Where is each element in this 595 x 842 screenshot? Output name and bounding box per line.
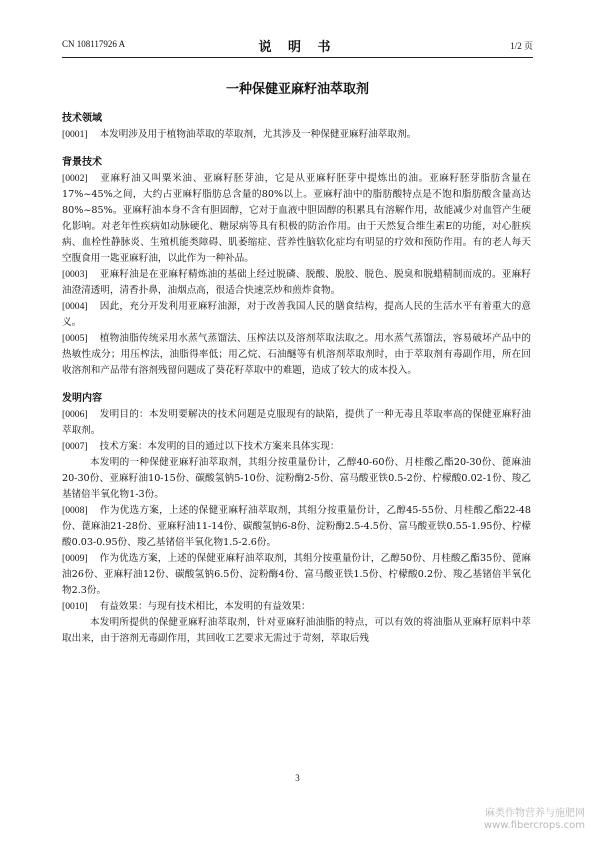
paragraph-number: [0010] bbox=[62, 601, 88, 612]
paragraph-number: [0006] bbox=[62, 409, 88, 420]
document-title: 一种保健亚麻籽油萃取剂 bbox=[225, 82, 369, 97]
section-heading-invention: 发明内容 bbox=[62, 393, 102, 404]
paragraph-0002 bbox=[62, 171, 531, 267]
paragraph-text: 作为优选方案，上述的保健亚麻籽油萃取剂，其组分按重量份计，乙醇45-55份、月桂酸乙酯22-48份、蓖麻油21-28份、亚麻籽油11-14份、碳酸氢钠6-8份、淀粉酶2.5-4.5份、富马酸亚铁0.55-1.95份、柠檬酸0.03-0.95份、羧乙基锗倍半氧化物1.5-2.6份。 bbox=[62, 505, 531, 548]
paragraph-0004 bbox=[62, 299, 531, 331]
header-rule bbox=[62, 57, 533, 58]
watermark bbox=[484, 808, 585, 832]
paragraph-0006 bbox=[62, 407, 531, 439]
paragraph-0001 bbox=[62, 127, 531, 143]
paragraph-number: [0004] bbox=[62, 301, 88, 312]
paragraph-text: 作为优选方案，上述的保健亚麻籽油萃取剂，其组分按重量份计，乙醇50份、月桂酸乙酯35份、蓖麻油26份、亚麻籽油12份、碳酸氢钠6.5份、淀粉酶4份、富马酸亚铁1.5份、柠檬酸0.2份、羧乙基锗倍半氧化物2.3份。 bbox=[62, 553, 531, 596]
watermark-line-2: www.fibercrops.com bbox=[483, 820, 585, 831]
paragraph-0003 bbox=[62, 267, 531, 299]
paragraph-number: [0008] bbox=[62, 505, 88, 516]
paragraph-0008 bbox=[62, 503, 531, 551]
page-info: 1/2 页 bbox=[510, 41, 533, 51]
paragraph-text: 亚麻籽油又叫粟米油、亚麻籽胚芽油，它是从亚麻籽胚芽中提炼出的油。亚麻籽胚芽脂肪含量在17%~45%之间，大约占亚麻籽脂肪总含量的80%以上。亚麻籽油中的脂肪酸特点是不饱和脂肪酸含量高达80%~85%。亚麻籽油本身不含有胆固醇，它对于血液中胆固醇的积累具有溶解作用，故能减少对血管产生硬化影响。对老年性疾病如动脉硬化、糖尿病等具有积极的防治作用。由于天然复合维生素E的功能，对心脏疾病、血栓性静脉炎、生殖机能类障碍、肌萎缩症、营养性脑软化症均有明显的疗效和预防作用。有的老人每天空腹食用一匙亚麻籽油，以此作为一种补品。 bbox=[62, 173, 531, 264]
paragraph-0007 bbox=[62, 439, 531, 455]
page-number: 3 bbox=[295, 773, 300, 783]
paragraph-number: [0001] bbox=[62, 129, 88, 140]
paragraph-text: 技术方案：本发明的目的通过以下技术方案来具体实现： bbox=[99, 441, 340, 452]
paragraph-text: 因此，充分开发利用亚麻籽油源，对于改善我国人民的膳食结构，提高人民的生活水平有着重大的意义。 bbox=[62, 301, 531, 328]
paragraph-number: [0007] bbox=[62, 441, 88, 452]
paragraph-number: [0009] bbox=[62, 553, 88, 564]
paragraph-number: [0005] bbox=[62, 333, 88, 344]
paragraph-0005 bbox=[62, 331, 531, 379]
paragraph-number: [0002] bbox=[62, 173, 88, 184]
paragraph-number: [0003] bbox=[62, 269, 88, 280]
document-body bbox=[62, 111, 531, 647]
paragraph-text: 发明目的：本发明要解决的技术问题是克服现有的缺陷，提供了一种无毒且萃取率高的保健亚麻籽油萃取剂。 bbox=[62, 409, 531, 436]
paragraph-text: 有益效果：与现有技术相比，本发明的有益效果： bbox=[99, 601, 311, 612]
paragraph-0009 bbox=[62, 551, 531, 599]
section-heading-background: 背景技术 bbox=[62, 157, 102, 168]
page-header bbox=[62, 36, 533, 55]
section-heading-tech-field: 技术领域 bbox=[62, 113, 102, 124]
paragraph-0010 bbox=[62, 599, 531, 615]
paragraph-text: 亚麻籽油是在亚麻籽精炼油的基础上经过脱磷、脱酸、脱胶、脱色、脱臭和脱蜡精制而成的。亚麻籽油澄清透明，清香扑鼻，油烟点高，很适合快速烹炒和煎炸食物。 bbox=[62, 269, 531, 296]
document-type: 说 明 书 bbox=[258, 40, 337, 55]
paragraph-0010-body: 本发明所提供的保健亚麻籽油萃取剂，针对亚麻籽油油脂的特点，可以有效的将油脂从亚麻籽原料中萃取出来，由于溶剂无毒副作用，其回收工艺要求无需过于苛刻，萃取后残 bbox=[62, 617, 531, 644]
paragraph-text: 本发明涉及用于植物油萃取的萃取剂，尤其涉及一种保健亚麻籽油萃取剂。 bbox=[99, 129, 417, 140]
watermark-line-1: 麻类作物营养与施肥网 bbox=[485, 808, 585, 819]
patent-number: CN 108117926 A bbox=[62, 39, 126, 49]
paragraph-text: 植物油脂传统采用水蒸气蒸馏法、压榨法以及溶剂萃取法取之。用水蒸气蒸馏法，容易破坏产品中的热敏性成分；用压榨法，油脂得率低；用乙烷、石油醚等有机溶剂萃取剂时，由于萃取剂有毒副作用，所在回收溶剂和产品带有溶剂残留问题成了葵花籽萃取中的难题，造成了较大的成本投入。 bbox=[62, 333, 531, 376]
paragraph-0007-body: 本发明的一种保健亚麻籽油萃取剂，其组分按重量份计，乙醇40-60份、月桂酸乙酯20-30份、蓖麻油20-30份、亚麻籽油10-15份、碳酸氢钠5-10份、淀粉酶2-5份、富马酸亚铁0.5-2份、柠檬酸0.02-1份、羧乙基锗倍半氧化物1-3份。 bbox=[62, 457, 531, 500]
